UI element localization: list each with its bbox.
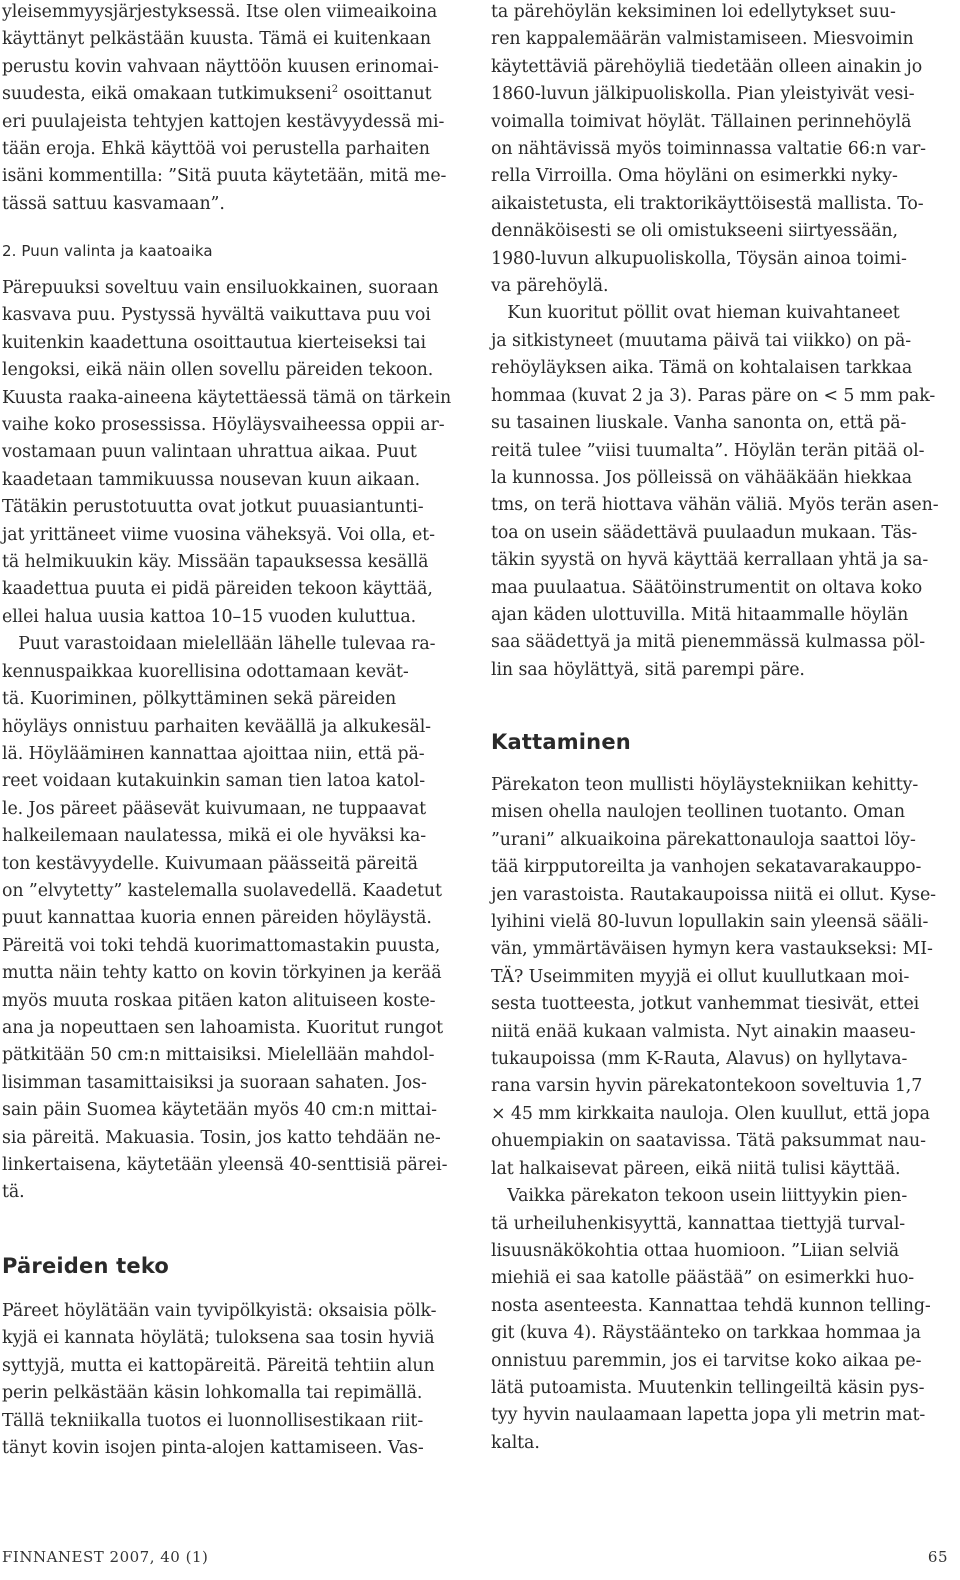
text-line: kennuspaikkaa kuorellisina odottamaan kevät- <box>2 661 409 682</box>
text-line: höyläys onnistuu parhaiten keväällä ja alkukesäl- <box>2 716 431 737</box>
text-line: dennäköisesti se oli omistukseeni siirtyessään, <box>491 221 898 242</box>
text-line: ja sitkistyneet (muutama päivä tai viikko) on pä- <box>491 330 912 351</box>
text-line: lisuusnäkökohtia ottaa huomioon. ”Liian selviä <box>491 1240 900 1261</box>
text-line <box>2 81 446 108</box>
text-line: kyjä ei kannata höylätä; tuloksena saa tosin hyviä <box>2 1328 435 1349</box>
text-line: jat yrittäneet viime vuosina väheksyä. Voi olla, et- <box>2 524 435 545</box>
text-line: onnistuu paremmin, jos ei tarvitse koko aikaa pe- <box>491 1350 922 1371</box>
text-line: le. Jos päreet pääsevät kuivumaan, ne tuppaavat <box>2 798 427 819</box>
text-line: Kuusta raaka-aineena käytettäessä tämä on tärkein <box>2 387 452 408</box>
text-line: lin saa höylättyä, sitä parempi päre. <box>491 659 805 680</box>
text-line: Tällä tekniikalla tuotos ei luonnollisestikaan riit- <box>2 1410 424 1431</box>
text-line: täkin syystä on hyvä käyttää kerrallaan yhtä ja sa- <box>491 550 929 571</box>
text-line: halkeilemaan naulatessa, mikä ei ole hyväksi ka- <box>2 826 427 847</box>
text-line: tä helmikuukin käy. Missään tapauksessa kesällä <box>2 552 429 573</box>
text-fragment: osoittanut <box>337 84 432 105</box>
text-line: ana ja nopeuttaen sen lahoamista. Kuoritut rungot <box>2 1017 443 1038</box>
text-line: ajan käden ulottuvilla. Mitä hitaammalle höylän <box>491 604 909 625</box>
text-line: misen ohella naulojen teollinen tuotanto. Oman <box>491 802 905 823</box>
text-line: ”urani” alkuaikoina pärekattonauloja saattoi löy- <box>491 829 916 850</box>
text-line: lat halkaisevat päreen, eikä niitä tulisi käyttää. <box>491 1158 901 1179</box>
text-line: kalta. <box>491 1432 540 1453</box>
text-line: ta pärehöylän keksiminen loi edellytykset suu- <box>491 2 896 22</box>
text-line: rehöyläyksen aika. Tämä on kohtalaisen tarkkaa <box>491 358 913 379</box>
text-line: toa on usein säädettävä puulaadun mukaan. Täs- <box>491 522 918 543</box>
paragraph-puun-valinta <box>2 275 451 1207</box>
paragraph-continued <box>491 0 938 684</box>
text-line: nosta asenteesta. Kannattaa tehdä kunnon telling- <box>491 1295 931 1316</box>
text-line: vostamaan puun valintaan uhrattua aikaa. Puut <box>2 442 417 463</box>
text-line: rana varsin hyvin pärekatontekoon soveltuvia 1,7 <box>491 1076 923 1097</box>
page-number: 65 <box>927 1548 948 1566</box>
text-line: perin pelkästään käsin lohkomalla tai repimällä. <box>2 1383 423 1404</box>
text-line: miehiä ei saa katolle päästää” on esimerkki huo- <box>491 1268 915 1289</box>
text-line: on nähtävissä myös toiminnassa valtatie 66:n var- <box>491 139 926 160</box>
text-line: puut kannattaa kuoria ennen päreiden höyläystä. <box>2 908 432 929</box>
text-line: 1860-luvun jälkipuoliskolla. Pian yleistyivät vesi- <box>491 84 915 105</box>
text-line: git (kuva 4). Räystäänteko on tarkkaa hommaa ja <box>491 1323 921 1344</box>
text-line: tä. <box>2 1182 25 1203</box>
text-line: reitä tulee ”viisi tuumalta”. Höylän terän pitää ol- <box>491 440 925 461</box>
text-line: tä. Kuoriminen, pölkyttäminen sekä päreiden <box>2 689 397 710</box>
text-line: käyttänyt pelkästään kuusta. Tämä ei kuitenkaan <box>2 29 431 50</box>
text-line: tä urheiluhenkisyyttä, kannattaa tiettyjä turval- <box>491 1213 906 1234</box>
paragraph-intro <box>2 0 446 218</box>
text-line: kaadetaan tammikuussa nousevan kuun aikaan. <box>2 469 421 490</box>
text-line: syttyjä, mutta ei kattopäreitä. Päreitä tehtiin alun <box>2 1355 435 1376</box>
text-line: Kun kuoritut pöllit ovat hieman kuivahtaneet <box>491 303 900 324</box>
text-line: jen varastoista. Rautakaupoissa niitä ei ollut. Kyse- <box>491 884 936 905</box>
section-subheading: 2. Puun valinta ja kaatoaika <box>2 242 213 260</box>
text-line: kasvava puu. Pystyssä hyvältä vaikuttava puu voi <box>2 305 431 326</box>
text-line: yleisemmyysjärjestyksessä. Itse olen viimeaikoina <box>2 2 438 22</box>
text-line: 1980-luvun alkupuoliskolla, Töysän ainoa toimi- <box>491 248 907 269</box>
text-line: tään eroja. Ehkä käyttöä voi perustella parhaiten <box>2 139 430 160</box>
text-line: vän, ymmärtäväisen hymyn kera vastaukseksi: MI- <box>491 939 933 960</box>
text-line: tässä sattuu kasvamaan”. <box>2 193 225 214</box>
text-line: lengoksi, eikä näin ollen sovellu päreiden tekoon. <box>2 360 434 381</box>
section-heading-pareiden-teko: Päreiden teko <box>2 1254 170 1278</box>
text-line: ellei halua uusia kattoa 10–15 vuoden kuluttua. <box>2 606 417 627</box>
text-line: Päreitä voi toki tehdä kuorimattomastakin puusta, <box>2 935 441 956</box>
text-line: sia päreitä. Makuasia. Tosin, jos katto tehdään ne- <box>2 1127 441 1148</box>
text-line: va pärehöylä. <box>491 276 609 297</box>
text-line: sain päin Suomea käytetään myös 40 cm:n mittai- <box>2 1100 437 1121</box>
text-line: aikaistetusta, eli traktorikäyttöisestä mallista. To- <box>491 193 924 214</box>
text-line: sesta tuotteesta, jotkut vanhemmat tiesivät, ettei <box>491 994 920 1015</box>
paragraph-pareiden-teko <box>2 1298 436 1462</box>
text-line: saa säädettyä ja mitä pienemmässä kulmassa pöl- <box>491 632 926 653</box>
text-line: × 45 mm kirkkaita nauloja. Olen kuullut, että jopa <box>491 1103 930 1124</box>
text-line: maa puulaatua. Säätöinstrumentit on oltava koko <box>491 577 923 598</box>
text-line: ohuempiakin on saatavissa. Tätä paksummat nau- <box>491 1131 926 1152</box>
text-line: Puut varastoidaan mielellään lähelle tulevaa ra- <box>2 634 436 655</box>
text-line: myös muuta roskaa pitäen katon alituiseen koste- <box>2 990 436 1011</box>
text-line: isäni kommentilla: ”Sitä puuta käytetään, mitä me- <box>2 166 447 187</box>
text-line: tyy hyvin naulaamaan lapetta jopa yli metrin mat- <box>491 1405 926 1426</box>
text-line: Päreet höylätään vain tyvipölkyistä: oksaisia pölk- <box>2 1301 437 1321</box>
text-fragment: suudesta, eikä omakaan tutkimukseni <box>2 84 332 105</box>
text-line: Pärekaton teon mullisti höyläystekniikan kehitty- <box>491 775 919 795</box>
text-line: eri puulajeista tehtyjen kattojen kestävyydessä mi- <box>2 111 445 132</box>
text-line: tänyt kovin isojen pinta-alojen kattamiseen. Vas- <box>2 1438 424 1459</box>
text-line: pätkitään 50 cm:n mittaisiksi. Mielellään mahdol- <box>2 1045 435 1066</box>
text-line: tms, on terä hiottava vähän väliä. Myös terän asen- <box>491 495 939 516</box>
text-line: linkertaisena, käytetään yleensä 40-senttisiä pärei- <box>2 1155 448 1175</box>
text-line: Pärepuuksi soveltuu vain ensiluokkainen, suoraan <box>2 278 439 298</box>
text-line: kaadettua puuta ei pidä päreiden tekoon käyttää, <box>2 579 433 600</box>
text-line: lisimman tasamittaisiksi ja suoraan sahaten. Jos- <box>2 1072 427 1093</box>
text-line: tää kirpputoreilta ja vanhojen sekatavarakauppo- <box>491 857 922 878</box>
text-line: reet voidaan kutakuinkin saman tien latoa katol- <box>2 771 426 792</box>
text-line: vaihe koko prosessissa. Höyläysvaiheessa oppii ar- <box>2 415 445 436</box>
text-line: rella Virroilla. Oma höyläni on esimerkki nyky- <box>491 166 898 187</box>
paragraph-kattaminen <box>491 772 936 1457</box>
text-line: lyihini vielä 80-luvun lopullakin sain yleensä sääli- <box>491 912 929 933</box>
text-line: ren kappalemäärän valmistamiseen. Miesvoimin <box>491 29 914 50</box>
text-line: Tätäkin perustotuutta ovat jotkut puuasiantunti- <box>2 497 424 518</box>
text-line: mutta näin tehty katto on kovin törkyinen ja kerää <box>2 963 442 984</box>
text-line: Vaikka pärekaton tekoon usein liittyykin pien- <box>491 1186 908 1207</box>
text-line: käytettäviä pärehöyliä tiedetään olleen ainakin jo <box>491 56 923 77</box>
footnote-reference: 2 <box>331 84 338 96</box>
text-line: la kunnossa. Jos pölleissä on vähääkään hiekkaa <box>491 467 913 488</box>
text-line: kuitenkin kaadettuna osoittautua kierteiseksi tai <box>2 332 426 353</box>
text-line: niitä enää kukaan valmista. Nyt ainakin maaseu- <box>491 1021 916 1042</box>
text-line: perustu kovin vahvaan näyttöön kuusen erinomai- <box>2 56 439 77</box>
text-line: hommaa (kuvat 2 ja 3). Paras päre on < 5 mm pak- <box>491 385 936 406</box>
text-line: TÄ? Useimmiten myyjä ei ollut kuullutkaan moi- <box>491 966 910 987</box>
section-heading-kattaminen: Kattaminen <box>491 730 631 754</box>
text-line: ton kestävyydelle. Kuivumaan päässeitä päreitä <box>2 853 418 874</box>
journal-citation: FINNANEST 2007, 40 (1) <box>2 1548 209 1566</box>
text-line: lätä putoamista. Muutenkin tellingeiltä käsin pys- <box>491 1377 925 1398</box>
text-line: lä. Höyläämінen kannattaa ajoittaa niin, että pä- <box>2 743 425 764</box>
text-line: su tasainen liuskale. Vanha sanonta on, että pä- <box>491 413 907 434</box>
text-line: on ”elvytetty” kastelemalla suolavedellä. Kaadetut <box>2 880 442 901</box>
text-line: tukaupoissa (mm K-Rauta, Alavus) on hyllytava- <box>491 1049 908 1070</box>
text-line: voimalla toimivat höylät. Tällainen perinnehöylä <box>491 111 912 132</box>
